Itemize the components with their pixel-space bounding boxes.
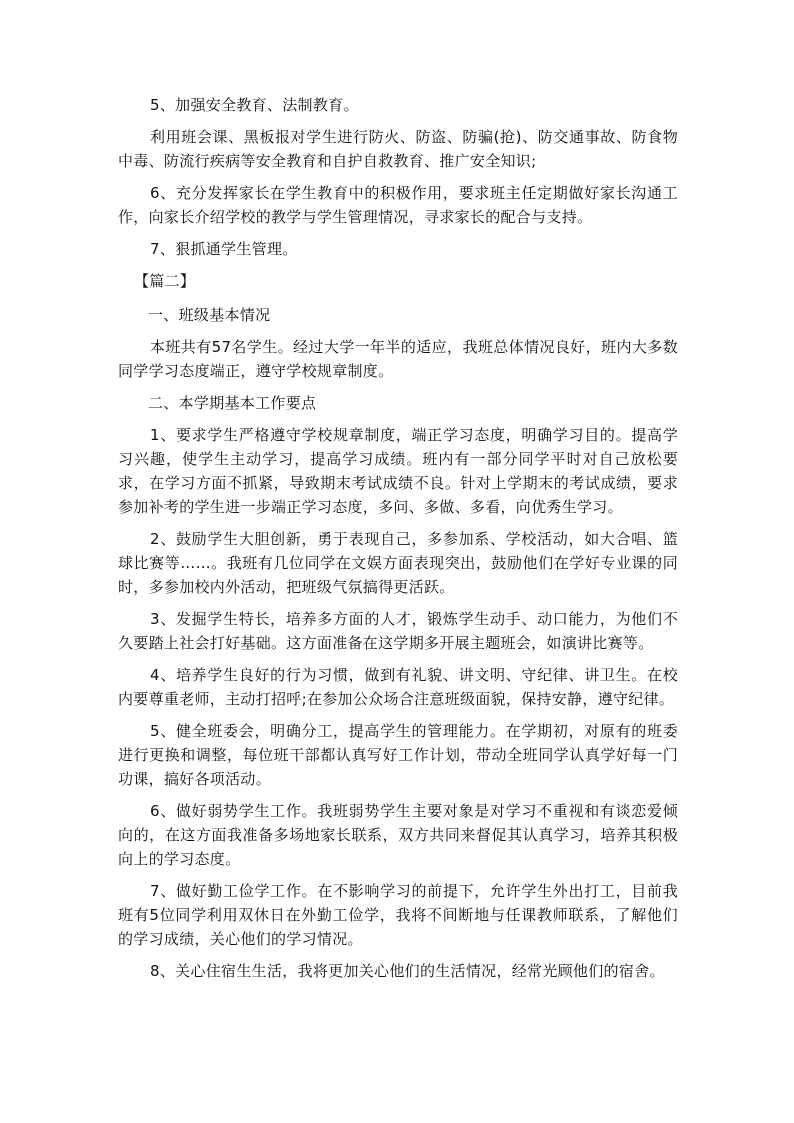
document-body — [118, 93, 678, 991]
heading-class-situation: 一、班级基本情况 — [148, 306, 271, 324]
paragraph-item-5-safety: 5、加强安全教育、法制教育。 — [150, 96, 359, 114]
paragraph-point-4: 4、培养学生良好的行为习惯，做到有礼貌、讲文明、守纪律、讲卫生。在校内要尊重老师，主动打招呼;在参加公众场合注意班级面貌，保持安静，遵守纪律。 — [118, 666, 678, 708]
paragraph-point-1: 1、要求学生严格遵守学校规章制度，端正学习态度，明确学习目的。提高学习兴趣，使学生主动学习，提高学习成绩。班内有一部分同学平时对自己放松要求，在学习方面不抓紧，导致期末考试成绩不良。针对上学期末的考试成绩，要求参加补考的学生进一步端正学习态度，多问、多做、多看，向优秀生学习。 — [118, 426, 678, 516]
paragraph-point-8: 8、关心住宿生生活，我将更加关心他们的生活情况，经常光顾他们的宿舍。 — [150, 962, 665, 980]
paragraph-point-3: 3、发掘学生特长，培养多方面的人才，锻炼学生动手、动口能力，为他们不久要踏上社会打好基础。这方面准备在这学期多开展主题班会，如演讲比赛等。 — [118, 610, 678, 652]
paragraph-item-7-management: 7、狠抓通学生管理。 — [150, 240, 298, 258]
paragraph-point-7: 7、做好勤工俭学工作。在不影响学习的前提下，允许学生外出打工，目前我班有5位同学利用双休日在外勤工俭学，我将不间断地与任课教师联系，了解他们的学习成绩，关心他们的学习情况。 — [118, 882, 678, 948]
paragraph-safety-detail: 利用班会课、黑板报对学生进行防火、防盗、防骗(抢)、防交通事故、防食物中毒、防流行疾病等安全教育和自护自救教育、推广安全知识; — [118, 128, 678, 170]
paragraph-point-6: 6、做好弱势学生工作。我班弱势学生主要对象是对学习不重视和有谈恋爱倾向的，在这方面我准备多场地家长联系，双方共同来督促其认真学习，培养其积极向上的学习态度。 — [118, 802, 678, 868]
paragraph-point-5: 5、健全班委会，明确分工，提高学生的管理能力。在学期初，对原有的班委进行更换和调整，每位班干部都认真写好工作计划，带动全班同学认真学好每一门功课，搞好各项活动。 — [118, 722, 678, 788]
paragraph-class-overview: 本班共有57名学生。经过大学一年半的适应，我班总体情况良好，班内大多数同学学习态度端正，遵守学校规章制度。 — [118, 338, 678, 380]
paragraph-item-6-parents: 6、充分发挥家长在学生教育中的积极作用，要求班主任定期做好家长沟通工作，向家长介绍学校的教学与学生管理情况，寻求家长的配合与支持。 — [118, 184, 678, 226]
paragraph-point-2: 2、鼓励学生大胆创新，勇于表现自己，多参加系、学校活动，如大合唱、篮球比赛等……。我班有几位同学在文娱方面表现突出，鼓励他们在学好专业课的同时，多参加校内外活动，把班级气氛搞得更活跃。 — [118, 530, 678, 596]
heading-work-points: 二、本学期基本工作要点 — [148, 394, 317, 412]
section-heading-part-two: 【篇二】 — [134, 272, 196, 290]
